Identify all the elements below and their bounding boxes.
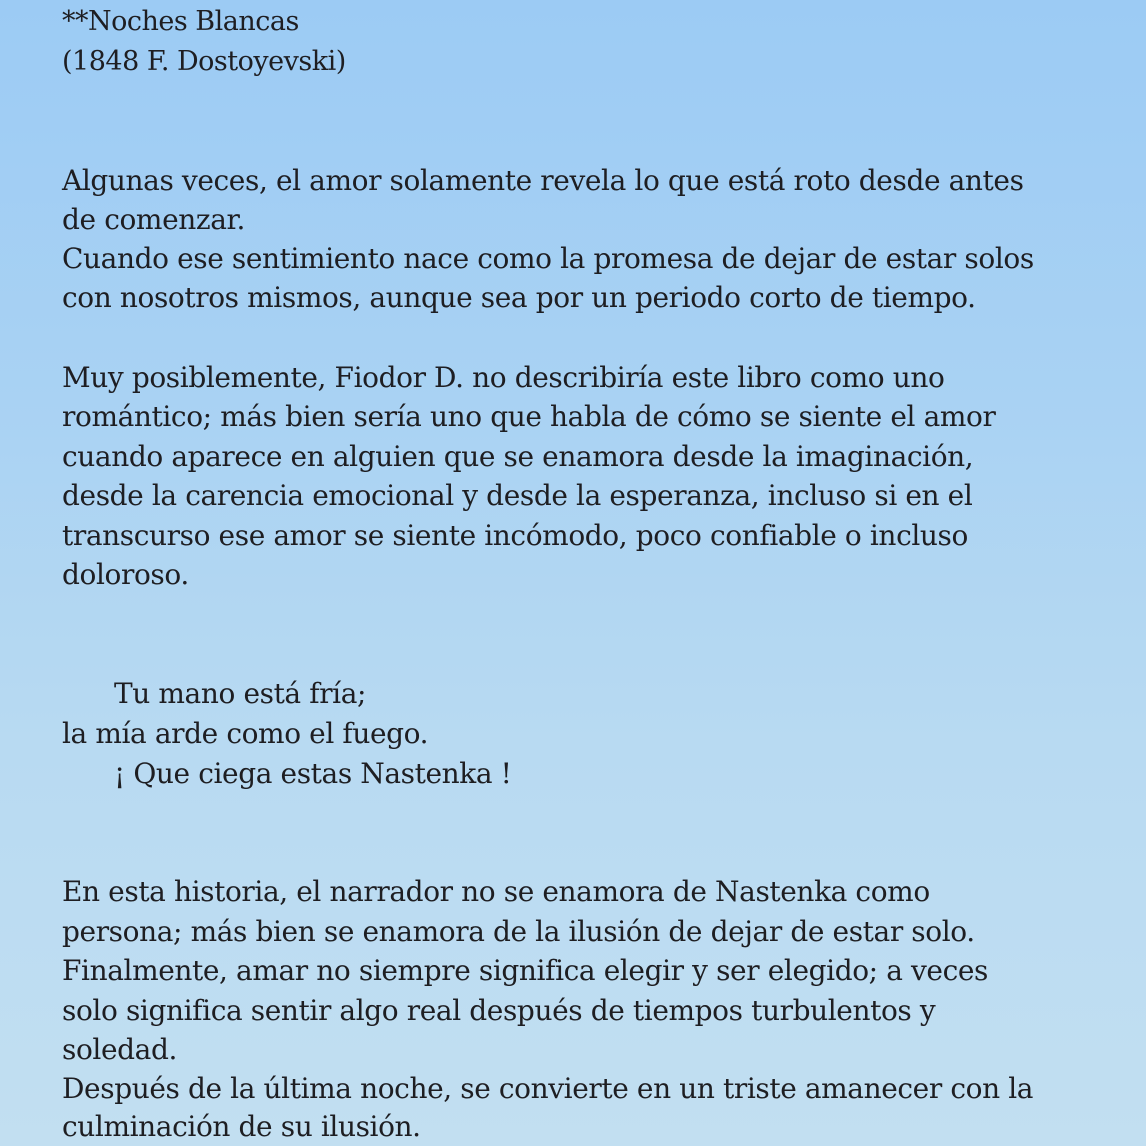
text-line: doloroso. xyxy=(62,558,189,591)
quote-line: Tu mano está fría; xyxy=(114,677,367,710)
book-title: **Noches Blancas xyxy=(62,6,299,37)
text-line: soledad. xyxy=(62,1033,177,1066)
text-line: Cuando ese sentimiento nace como la promesa de dejar de estar solos xyxy=(62,242,1034,275)
text-line: Finalmente, amar no siempre significa elegir y ser elegido; a veces xyxy=(62,954,989,987)
text-line: Muy posiblemente, Fiodor D. no describiría este libro como uno xyxy=(62,361,945,394)
text-line: persona; más bien se enamora de la ilusión de dejar de estar solo. xyxy=(62,915,975,948)
text-line: solo significa sentir algo real después de tiempos turbulentos y xyxy=(62,994,936,1027)
text-line: romántico; más bien sería uno que habla de cómo se siente el amor xyxy=(62,400,996,433)
text-line: culminación de su ilusión. xyxy=(62,1110,421,1143)
text-line: con nosotros mismos, aunque sea por un periodo corto de tiempo. xyxy=(62,281,976,314)
text-line: cuando aparece en alguien que se enamora desde la imaginación, xyxy=(62,440,974,473)
text-line: transcurso ese amor se siente incómodo, poco confiable o incluso xyxy=(62,519,968,552)
book-author-year: (1848 F. Dostoyevski) xyxy=(62,46,346,77)
text-line: de comenzar. xyxy=(62,203,245,236)
quote-line: la mía arde como el fuego. xyxy=(62,717,429,750)
text-line: En esta historia, el narrador no se enamora de Nastenka como xyxy=(62,875,930,908)
text-line: Después de la última noche, se convierte en un triste amanecer con la xyxy=(62,1072,1034,1105)
text-line: desde la carencia emocional y desde la esperanza, incluso si en el xyxy=(62,479,973,512)
quote-line: ¡ Que ciega estas Nastenka ! xyxy=(114,757,512,790)
text-line: Algunas veces, el amor solamente revela lo que está roto desde antes xyxy=(62,164,1024,197)
